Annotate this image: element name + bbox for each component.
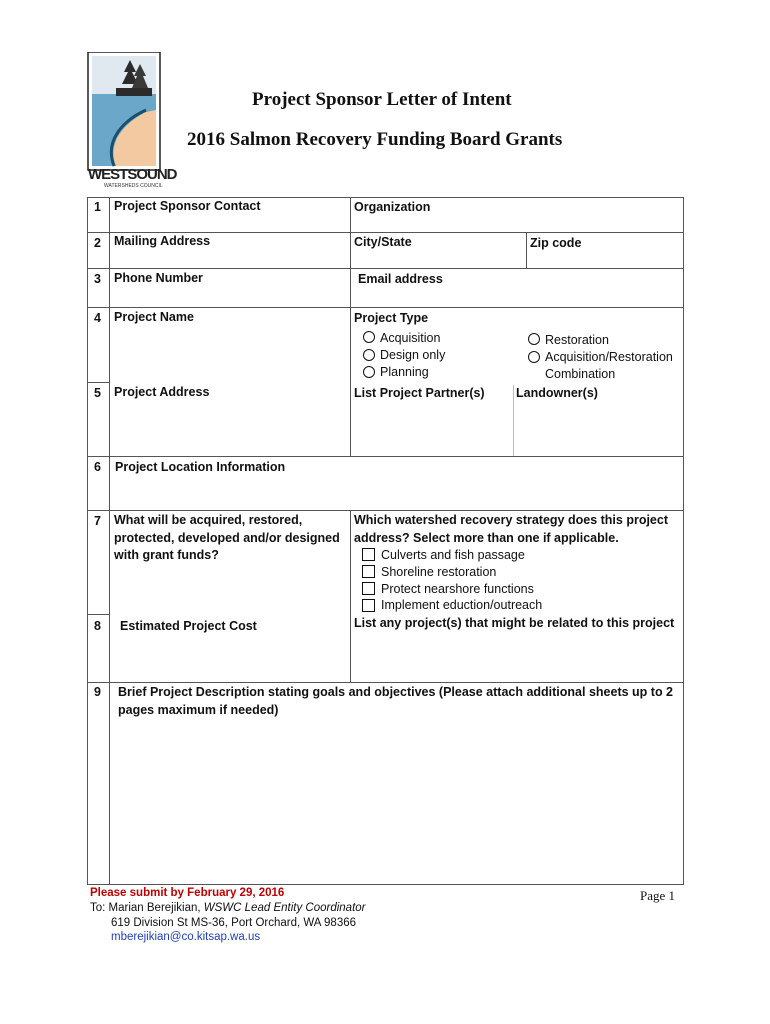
related-projects-label: List any project(s) that might be related to this project — [354, 616, 675, 630]
project-type-label: Project Type — [354, 311, 429, 325]
recipient-line — [90, 902, 365, 914]
project-location-label: Project Location Information — [115, 460, 286, 474]
logo-wordmark: WESTSOUND — [88, 166, 177, 183]
acquisition-restoration-option-label: Acquisition/Restoration — [545, 350, 673, 364]
page-number: Page 1 — [640, 888, 676, 903]
project-sponsor-contact-label: Project Sponsor Contact — [114, 199, 261, 213]
checkbox-nearshore[interactable] — [362, 582, 375, 595]
radio-acquisition-restoration[interactable] — [528, 351, 540, 363]
checkbox-education[interactable] — [362, 599, 375, 612]
mailing-address-label: Mailing Address — [114, 234, 211, 248]
project-description-line1: Brief Project Description stating goals and objectives (Please attach additional sheets up to 2 — [118, 685, 673, 699]
recipient-title: WSWC Lead Entity Coordinator — [203, 902, 366, 914]
landowners-label: Landowner(s) — [516, 386, 598, 400]
project-name-label: Project Name — [114, 310, 194, 324]
shoreline-option-label: Shoreline restoration — [381, 565, 497, 579]
education-option-label: Implement eduction/outreach — [381, 598, 543, 612]
page-subtitle: 2016 Salmon Recovery Funding Board Grants — [187, 129, 563, 150]
restoration-option-label: Restoration — [545, 333, 609, 347]
project-partners-label: List Project Partner(s) — [354, 386, 485, 400]
recipient-address: 619 Division St MS-36, Port Orchard, WA 98366 — [111, 917, 357, 929]
row-number-1: 1 — [94, 200, 101, 214]
radio-design-only[interactable] — [363, 349, 375, 361]
strategy-question-line1: Which watershed recovery strategy does this project — [354, 513, 668, 527]
row-number-9: 9 — [94, 685, 101, 699]
phone-number-label: Phone Number — [114, 271, 203, 285]
acquired-question-line1: What will be acquired, restored, — [114, 513, 303, 527]
city-state-label: City/State — [354, 235, 412, 249]
row-number-8: 8 — [94, 619, 101, 633]
design-only-option-label: Design only — [380, 348, 446, 362]
recipient-email-link[interactable]: mberejikian@co.kitsap.wa.us — [111, 931, 261, 943]
planning-option-label: Planning — [380, 365, 429, 379]
strategy-question-line2: address? Select more than one if applicable. — [354, 531, 619, 545]
logo — [86, 52, 177, 192]
acquisition-option-label: Acquisition — [380, 331, 441, 345]
nearshore-option-label: Protect nearshore functions — [381, 582, 534, 596]
checkbox-shoreline[interactable] — [362, 565, 375, 578]
acquired-question-line2: protected, developed and/or designed — [114, 531, 340, 545]
culverts-option-label: Culverts and fish passage — [381, 548, 525, 562]
project-description-line2: pages maximum if needed) — [118, 703, 279, 717]
project-address-label: Project Address — [114, 385, 210, 399]
email-address-label: Email address — [358, 272, 443, 286]
row-number-4: 4 — [94, 311, 101, 325]
row-number-7: 7 — [94, 514, 101, 528]
zip-code-label: Zip code — [530, 236, 582, 250]
row-number-3: 3 — [94, 272, 101, 286]
submission-deadline: Please submit by February 29, 2016 — [90, 887, 285, 899]
combination-option-label: Combination — [545, 367, 616, 381]
page-title: Project Sponsor Letter of Intent — [252, 89, 512, 110]
recipient-name: To: Marian Berejikian, — [90, 902, 204, 914]
radio-restoration[interactable] — [528, 333, 540, 345]
radio-acquisition[interactable] — [363, 331, 375, 343]
logo-subtext: WATERSHEDS COUNCIL — [104, 183, 163, 189]
radio-planning[interactable] — [363, 366, 375, 378]
estimated-cost-label: Estimated Project Cost — [120, 619, 257, 633]
row-number-6: 6 — [94, 460, 101, 474]
acquired-question-line3: with grant funds? — [114, 548, 219, 562]
checkbox-culverts[interactable] — [362, 548, 375, 561]
organization-label: Organization — [354, 200, 431, 214]
row-number-2: 2 — [94, 236, 101, 250]
row-number-5: 5 — [94, 386, 101, 400]
